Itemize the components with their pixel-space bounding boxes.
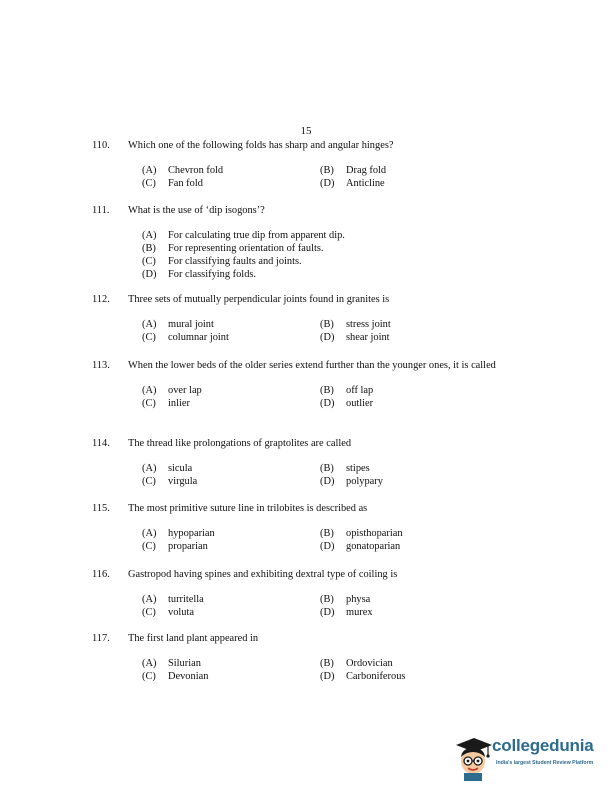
option-text: opisthoparian (346, 528, 403, 539)
option-text: Ordovician (346, 658, 393, 669)
option (142, 331, 320, 344)
question-4 (92, 437, 532, 488)
question-text: When the lower beds of the older series extend further than the younger ones, it is called (128, 360, 496, 371)
option (142, 318, 320, 331)
option (142, 255, 532, 268)
question-number: 117. (92, 633, 110, 644)
option-key: (B) (320, 594, 334, 605)
option (142, 527, 320, 540)
option-text: murex (346, 607, 373, 618)
question-number: 115. (92, 503, 110, 514)
option-text: Chevron fold (168, 165, 224, 176)
option (320, 657, 480, 670)
logo-brand-name: collegedunia (492, 736, 594, 755)
option-key: (B) (142, 243, 156, 254)
option (320, 670, 480, 683)
option-key: (A) (142, 594, 157, 605)
option-key: (B) (320, 319, 334, 330)
option (320, 397, 480, 410)
option-text: physa (346, 594, 371, 605)
question-number: 114. (92, 438, 110, 449)
option-key: (A) (142, 230, 157, 241)
option-key: (B) (320, 385, 334, 396)
option-key: (C) (142, 541, 156, 552)
option (142, 657, 320, 670)
option-key: (C) (142, 332, 156, 343)
option-text: over lap (168, 385, 202, 396)
option-text: For calculating true dip from apparent dip. (168, 230, 345, 241)
question-number: 116. (92, 569, 110, 580)
question-text: What is the use of ‘dip isogons’? (128, 205, 265, 216)
option-text: stipes (346, 463, 370, 474)
option (320, 540, 480, 553)
question-text: The thread like prolongations of graptolites are called (128, 438, 352, 449)
option (320, 318, 480, 331)
option-text: For classifying folds. (168, 269, 257, 280)
option-list (142, 593, 532, 619)
option-text: shear joint (346, 332, 390, 343)
option-text: For classifying faults and joints. (168, 256, 302, 267)
option (320, 593, 480, 606)
option-text: off lap (346, 385, 374, 396)
option-key: (C) (142, 607, 156, 618)
question-1 (92, 204, 532, 281)
option-text: Carboniferous (346, 671, 406, 682)
option-list (142, 229, 532, 281)
option (320, 384, 480, 397)
option-key: (B) (320, 463, 334, 474)
option-text: outlier (346, 398, 374, 409)
option-key: (D) (320, 671, 335, 682)
option (320, 462, 480, 475)
question-number: 112. (92, 294, 110, 305)
option-key: (A) (142, 528, 157, 539)
option-list (142, 462, 532, 488)
option-key: (A) (142, 658, 157, 669)
option-key: (A) (142, 319, 157, 330)
option-list (142, 318, 532, 344)
option-key: (D) (320, 178, 335, 189)
option-text: mural joint (168, 319, 214, 330)
option (142, 242, 532, 255)
question-text: The most primitive suture line in trilobites is described as (128, 503, 368, 514)
option (142, 397, 320, 410)
question-3 (92, 359, 532, 410)
option-key: (D) (142, 269, 157, 280)
option-key: (B) (320, 658, 334, 669)
question-7 (92, 632, 532, 683)
option-key: (A) (142, 463, 157, 474)
option (142, 462, 320, 475)
question-2 (92, 293, 532, 344)
option (142, 475, 320, 488)
logo-tagline: India's largest Student Review Platform (496, 760, 594, 766)
option (142, 670, 320, 683)
collegedunia-logo (452, 733, 602, 781)
option-text: stress joint (346, 319, 391, 330)
option-text: Fan fold (168, 178, 203, 189)
option-key: (D) (320, 476, 335, 487)
option-text: Devonian (168, 671, 209, 682)
option (320, 164, 480, 177)
option-key: (C) (142, 398, 156, 409)
option-key: (D) (320, 398, 335, 409)
option-key: (C) (142, 671, 156, 682)
option (142, 268, 532, 281)
option-key: (D) (320, 607, 335, 618)
option (142, 606, 320, 619)
option-text: Drag fold (346, 165, 387, 176)
option-text: voluta (168, 607, 194, 618)
graduate-mascot-icon (452, 733, 494, 781)
option (320, 177, 480, 190)
option-key: (B) (320, 165, 334, 176)
question-text: The first land plant appeared in (128, 633, 259, 644)
option-key: (C) (142, 476, 156, 487)
question-0 (92, 139, 532, 190)
option-list (142, 164, 532, 190)
option (320, 606, 480, 619)
option-text: Silurian (168, 658, 201, 669)
option-key: (B) (320, 528, 334, 539)
option-text: columnar joint (168, 332, 229, 343)
question-6 (92, 568, 532, 619)
question-number: 111. (92, 205, 110, 216)
option-key: (C) (142, 256, 156, 267)
option-text: polypary (346, 476, 383, 487)
option (142, 593, 320, 606)
option (320, 331, 480, 344)
question-text: Which one of the following folds has sharp and angular hinges? (128, 140, 394, 151)
question-number: 113. (92, 360, 110, 371)
option (142, 384, 320, 397)
option-list (142, 384, 532, 410)
question-number: 110. (92, 140, 110, 151)
option-text: inlier (168, 398, 190, 409)
option (142, 540, 320, 553)
page-number: 15 (300, 125, 312, 137)
option (142, 229, 532, 242)
option (142, 164, 320, 177)
option-list (142, 657, 532, 683)
option-text: hypoparian (168, 528, 215, 539)
option (320, 475, 480, 488)
option (320, 527, 480, 540)
option-text: turritella (168, 594, 204, 605)
option-text: Anticline (346, 178, 385, 189)
option-key: (D) (320, 332, 335, 343)
option-text: gonatoparian (346, 541, 401, 552)
question-text: Three sets of mutually perpendicular joints found in granites is (128, 294, 390, 305)
option-key: (D) (320, 541, 335, 552)
option-key: (A) (142, 165, 157, 176)
option-key: (C) (142, 178, 156, 189)
option-list (142, 527, 532, 553)
option-key: (A) (142, 385, 157, 396)
question-5 (92, 502, 532, 553)
option-text: sicula (168, 463, 193, 474)
option-text: virgula (168, 476, 198, 487)
option-text: For representing orientation of faults. (168, 243, 324, 254)
question-text: Gastropod having spines and exhibiting dextral type of coiling is (128, 569, 398, 580)
option-text: proparian (168, 541, 208, 552)
option (142, 177, 320, 190)
